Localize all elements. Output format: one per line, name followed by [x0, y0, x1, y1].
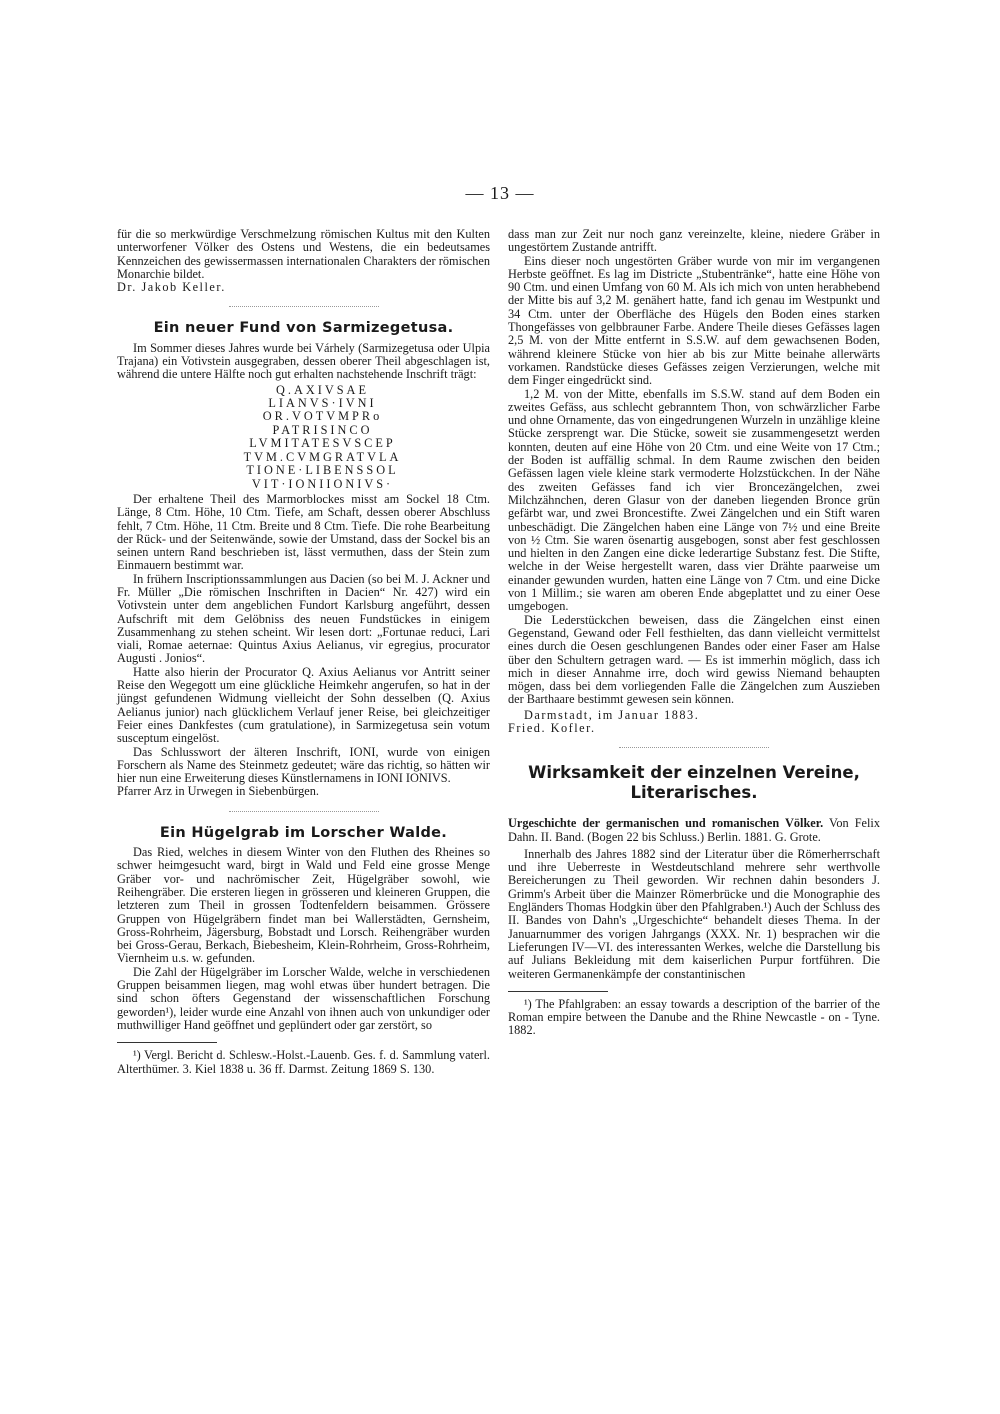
inscription-line: PATRISINCO — [272, 422, 373, 437]
inscription-line: TIONE·LIBENSSOL — [246, 463, 399, 478]
place-date: Darmstadt, im Januar 1883. — [524, 707, 700, 722]
paragraph: Innerhalb des Jahres 1882 sind der Literatur über die Römerherrschaft und ihre Ueberreste in Westdeutschland mehrere sehr werthvolle Bereicherungen zu Theil geworden. Wir rechnen dahin besonders J. Grimm's Arbeit über die Mainzer Römerbrücke und die Monographie des Engländers Thomas Hodgkin über den Pfahlgraben.¹) Auch der Schluss des II. Bandes von Dahn's „Urgeschichte“ behandelt dieses Thema. In der Januarnummer des vorigen Jahrgangs (XXX. Nr. 1) besprachen wir die Lieferungen IV—VI. des interessanten Werkes, welche die Darstellung bis auf Julians Bekleidung mit dem kaiserlichen Purpur fortführen. Die weiteren Germanenkämpfe der constantinischen — [508, 846, 880, 981]
left-column — [117, 228, 490, 1076]
inscription — [155, 384, 490, 491]
inscription-line: LVMITATESVSCEP — [249, 436, 396, 451]
section-title-huegelgrab: Ein Hügelgrab im Lorscher Walde. — [159, 824, 448, 841]
paragraph: Eins dieser noch ungestörten Gräber wurde von mir im vergangenen Herbste geöffnet. Es lag im Districte „Stubentränke“, hatte eine Höhe von 90 Ctm. und einen Umfang von 60 M. Als ich mich von unten herabhebend der Mitte bis auf 3,2 M. genähert hatte, fand ich genau im Westpunkt und 34 Ctm. unter der Oberfläche des Hügels den Boden eines starken Thongefässes von gelbbrauner Farbe. Andere Theile dieses Gefässes lagen 2,5 M. von der Mitte entfernt in S.S.W. auf dem gewachsenen Boden, während kleinere Stücke von hier ab bis zur Mitte beinahe allerwärts vorkamen. Randstücke dieses Gefässes zeigen Verzierungen, welche mit dem Finger eingedrückt sind. — [508, 253, 880, 388]
inscription-line: TVM.CVMGRATVLA — [243, 449, 402, 464]
section-title-sarmizegetusa: Ein neuer Fund von Sarmizegetusa. — [153, 320, 454, 337]
paragraph: Der erhaltene Theil des Marmorblockes misst am Sockel 18 Ctm. Länge, 8 Ctm. Höhe, 10 Ctm. Tiefe, am Schaft, dessen oberer Abschluss fehlt, 7 Ctm. Höhe, 11 Ctm. Breite und 8 Ctm. Tiefe. Die rohe Bearbeitung der Rück- und der Seitenwände, sowie der Umstand, dass der Sockel bis an seinen untern Rand beschrieben ist, lässt vermuthen, dass der Stein zum Einmauern bestimmt war. — [117, 491, 490, 573]
page-number: — 13 — — [465, 183, 535, 203]
separator — [229, 811, 379, 813]
paragraph: Hatte also hierin der Procurator Q. Axius Aelianus vor Antritt seiner Reise den Wegegott um eine glückliche Heimkehr angerufen, so hat in der jüngst gefundenen Widmung vielleicht der Sohn desselben (Q. Axius Aelianus junior) nach glücklichem Verlauf jener Reise, bei gleichzeitiger Feier eines Dankfestes (cum gratulatione), in Sarmizegetusa sein votum susceptum eingelöst. — [117, 664, 490, 746]
paragraph: 1,2 M. von der Mitte, ebenfalls im S.S.W. stand auf dem Boden ein zweites Gefäss, aus schlecht gebranntem Thon, von schwärzlicher Farbe und ohne Ornamente, das von eingedrungenen Wurzeln in unzählige kleine Stücke zersprengt war. Die Stücke, soweit sie zusammengesetzt werden konnten, deuten auf eine Höhe von 20 Ctm. und eine Weite von 17 Ctm.; der Boden ist auffällig schmal. In dem Raume zwischen den beiden Gefässen lagen viele kleine stark vermoderte Holzstückchen. In der Nähe des zweiten Gefässes fand ich vier Broncezängelchen, zwei Milchzähnchen, deren Glasur von der daneben liegenden Bronce grün gefärbt war, und zwei Broncestifte. Zwei Zängelchen und ein Stift waren unbeschädigt. Die Zängelchen haben eine Länge von 7½ und eine Breite von ½ Ctm. Sie waren ösenartig ausgebogen, sonst aber fest geschlossen und hielten in den Zangen eine dicke lederartige Substanz fest. Die Stifte, welche in der Weise hergestellt waren, dass vier Drähte paarweise um einander gewunden wurden, hatten eine Länge von 7 Ctm. und eine Dicke von 1 Millim.; sie waren am oberen Ende abgeplattet und zu einer Oese umgebogen. — [508, 386, 880, 614]
book-title: Urgeschichte der germanischen und romanischen Völker. — [508, 816, 824, 831]
section-signature: Pfarrer Arz in Urwegen in Siebenbürgen. — [117, 784, 319, 799]
section-title-vereine: Wirksamkeit der einzelnen Vereine, Literarisches. — [528, 763, 860, 803]
intro-signature: Dr. Jakob Keller. — [117, 280, 226, 295]
intro-paragraph: für die so merkwürdige Verschmelzung römischen Kultus mit den Kulten unterworfener Völker des Ostens und Westens, die ein bedeutsames Kennzeichen des gewissermassen internationalen Charakters der römischen Monarchie bildet. — [117, 227, 490, 281]
footnote: ¹) The Pfahlgraben: an essay towards a description of the barrier of the Roman empire between the Danube and the Rhine Newcastle - on - Tyne. 1882. — [508, 996, 880, 1038]
paragraph: Im Sommer dieses Jahres wurde bei Várhely (Sarmizegetusa oder Ulpia Trajana) ein Votivstein ausgegraben, dessen oberer Theil abgeschlagen ist, während die untere Hälfte noch gut erhalten nachstehende Inschrift trägt: — [117, 340, 490, 382]
inscription-line: VIT·IONIIONIVS· — [251, 476, 394, 491]
footnote-rule — [508, 991, 608, 992]
paragraph: Die Zahl der Hügelgräber im Lorscher Walde, welche in verschiedenen Gruppen beisammen liegen, mag wohl etwas über hundert betragen. Die sind schon öfters Gegenstand der wissenschaftlichen Forschung geworden¹), leider wurde eine Anzahl von ihnen auch von unkundiger oder muthwilliger Hand geöffnet und geplündert oder gar zerstört, so — [117, 964, 490, 1032]
book-meta: Von Felix Dahn. II. Band. (Bogen 22 bis Schluss.) Berlin. 1881. G. Grote. — [508, 816, 880, 844]
book-entry — [508, 817, 880, 844]
separator — [229, 306, 379, 308]
paragraph: In frühern Inscriptionssammlungen aus Dacien (so bei M. J. Ackner und Fr. Müller „Die römischen Inschriften in Dacien“ Nr. 427) wird ein Votivstein unter dem angeblichen Fundort Karlsburg angeführt, dessen Aufschrift mit dem Gelöbniss des neuen Fundstückes in einigem Zusammenhang zu stehen scheint. Wir lesen dort: „Fortunae reduci, Lari viali, Romae aeternae: Quintus Axius Aelianus, vir egregius, procurator Augusti . Jonios“. — [117, 571, 490, 666]
paragraph: Das Schlusswort der älteren Inschrift, IONI, wurde von einigen Forschern als Name des Steinmetz gedeutet; wäre das richtig, so hätten wir hier nun eine Erweiterung dieses Künstlernamens in IONI IONIVS. — [117, 744, 490, 786]
inscription-line: Q.AXIVSAE — [276, 382, 369, 397]
inscription-line: LIANVS·IVNI — [268, 396, 377, 411]
footnote: ¹) Vergl. Bericht d. Schlesw.-Holst.-Lauenb. Ges. f. d. Sammlung vaterl. Alterthümer. 3. Kiel 1838 u. 36 ff. Darmst. Zeitung 1869 S. 130. — [117, 1048, 490, 1076]
separator — [619, 747, 769, 749]
paragraph: dass man zur Zeit nur noch ganz vereinzelte, kleine, niedere Gräber in ungestörtem Zustande antrifft. — [508, 227, 880, 255]
paragraph: Das Ried, welches in diesem Winter von den Fluthen des Rheines so schwer heimgesucht ward, birgt in Wald und Feld eine grosse Menge Gräber vor- und nachrömischer Zeit, Hügelgräber sowohl, wie Reihengräber. Die ersteren liegen in grösseren und kleineren Gruppen, die letzteren zum Theil in grossen Todtenfeldern beisammen. Grössere Gruppen von Hügelgräbern findet man bei Wallerstädten, Gernsheim, Gross-Rohrheim, Jägersburg, Bobstadt und Lorsch. Reihengräber wurden bei Gross-Gerau, Berkach, Biebesheim, Klein-Rohrheim, Gross-Rohrheim, Viernheim u.s. w. gefunden. — [117, 845, 490, 966]
paragraph: Die Lederstückchen beweisen, dass die Zängelchen einst einen Gegenstand, Gewand oder Fell festhielten, das dann vielleicht vermittelst eines durch die Oesen geschlungenen Bandes oder einer Faser am Halse über den Schultern getragen ward. — Es ist immerhin möglich, dass ich mich in dieser Annahme irre, doch wird gewiss Niemand behaupten mögen, dass bei dem vorliegenden Falle die Zängelchen zum Auszieben der Barthaare bestimmt gewesen sein können. — [508, 612, 880, 707]
right-column — [508, 228, 880, 1038]
inscription-line: OR.VOTVMPRo — [262, 409, 383, 424]
section-signature: Fried. Kofler. — [508, 720, 596, 735]
footnote-rule — [117, 1042, 217, 1043]
